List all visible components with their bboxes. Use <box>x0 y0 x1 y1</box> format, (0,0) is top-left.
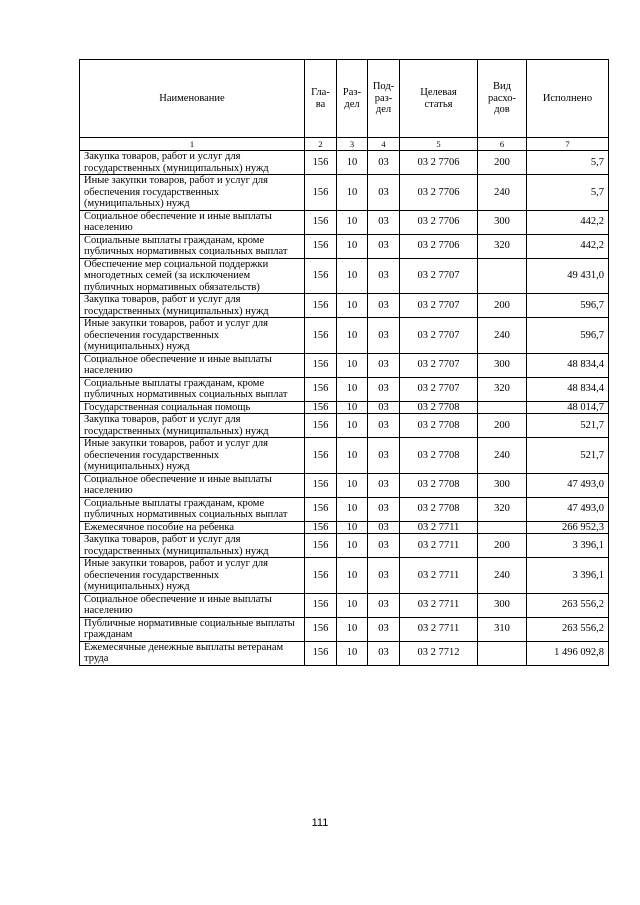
column-number: 7 <box>527 138 609 151</box>
row-glava-cell: 156 <box>305 401 337 414</box>
row-statya-cell: 03 2 7707 <box>400 294 478 318</box>
row-razdel-cell: 10 <box>337 294 368 318</box>
page-number: 111 <box>311 817 329 829</box>
row-podrazdel-cell: 03 <box>368 353 400 377</box>
table-row <box>80 534 609 558</box>
row-podrazdel-cell: 03 <box>368 497 400 521</box>
row-statya-cell: 03 2 7708 <box>400 473 478 497</box>
row-ispolneno-cell: 5,7 <box>527 151 609 175</box>
row-ispolneno-cell: 5,7 <box>527 175 609 211</box>
header-razdel: Раз- дел <box>337 60 368 138</box>
column-number: 6 <box>478 138 527 151</box>
table-row <box>80 151 609 175</box>
row-razdel-cell: 10 <box>337 258 368 294</box>
row-razdel-cell: 10 <box>337 318 368 354</box>
row-podrazdel-cell: 03 <box>368 617 400 641</box>
column-number: 5 <box>400 138 478 151</box>
row-name-cell: Иные закупки товаров, работ и услуг для обеспечения государственных (муниципальных) нужд <box>80 558 305 594</box>
row-razdel-cell: 10 <box>337 641 368 665</box>
row-name-cell: Закупка товаров, работ и услуг для государственных (муниципальных) нужд <box>80 294 305 318</box>
header-podrazdel: Под- раз- дел <box>368 60 400 138</box>
row-ispolneno-cell: 3 396,1 <box>527 534 609 558</box>
row-vid-cell: 320 <box>478 377 527 401</box>
row-ispolneno-cell: 521,7 <box>527 414 609 438</box>
row-podrazdel-cell: 03 <box>368 377 400 401</box>
row-vid-cell: 240 <box>478 558 527 594</box>
table-row <box>80 210 609 234</box>
row-glava-cell: 156 <box>305 210 337 234</box>
row-vid-cell: 240 <box>478 318 527 354</box>
row-glava-cell: 156 <box>305 641 337 665</box>
table-row <box>80 353 609 377</box>
row-podrazdel-cell: 03 <box>368 401 400 414</box>
row-glava-cell: 156 <box>305 234 337 258</box>
row-razdel-cell: 10 <box>337 353 368 377</box>
row-statya-cell: 03 2 7711 <box>400 521 478 534</box>
row-razdel-cell: 10 <box>337 521 368 534</box>
row-statya-cell: 03 2 7711 <box>400 558 478 594</box>
row-vid-cell: 300 <box>478 353 527 377</box>
row-name-cell: Ежемесячное пособие на ребенка <box>80 521 305 534</box>
row-vid-cell: 200 <box>478 414 527 438</box>
row-name-cell: Социальное обеспечение и иные выплаты населению <box>80 473 305 497</box>
row-statya-cell: 03 2 7711 <box>400 534 478 558</box>
row-vid-cell: 310 <box>478 617 527 641</box>
row-glava-cell: 156 <box>305 438 337 474</box>
row-glava-cell: 156 <box>305 593 337 617</box>
row-glava-cell: 156 <box>305 377 337 401</box>
column-number: 2 <box>305 138 337 151</box>
row-razdel-cell: 10 <box>337 438 368 474</box>
row-name-cell: Социальное обеспечение и иные выплаты населению <box>80 593 305 617</box>
row-glava-cell: 156 <box>305 414 337 438</box>
row-podrazdel-cell: 03 <box>368 234 400 258</box>
table-row <box>80 175 609 211</box>
row-podrazdel-cell: 03 <box>368 318 400 354</box>
row-vid-cell <box>478 258 527 294</box>
row-vid-cell: 320 <box>478 234 527 258</box>
table-row <box>80 641 609 665</box>
column-number-row <box>80 138 609 151</box>
row-name-cell: Обеспечение мер социальной поддержки многодетных семей (за исключением публичных нормативных обязательств) <box>80 258 305 294</box>
table-row <box>80 401 609 414</box>
table-row <box>80 258 609 294</box>
row-podrazdel-cell: 03 <box>368 414 400 438</box>
table-row <box>80 617 609 641</box>
row-name-cell: Социальные выплаты гражданам, кроме публичных нормативных социальных выплат <box>80 234 305 258</box>
row-razdel-cell: 10 <box>337 558 368 594</box>
row-name-cell: Публичные нормативные социальные выплаты гражданам <box>80 617 305 641</box>
row-glava-cell: 156 <box>305 521 337 534</box>
header-vid: Вид расхо- дов <box>478 60 527 138</box>
row-name-cell: Социальные выплаты гражданам, кроме публичных нормативных социальных выплат <box>80 377 305 401</box>
row-podrazdel-cell: 03 <box>368 210 400 234</box>
row-ispolneno-cell: 48 834,4 <box>527 353 609 377</box>
row-razdel-cell: 10 <box>337 234 368 258</box>
row-statya-cell: 03 2 7707 <box>400 318 478 354</box>
row-name-cell: Социальное обеспечение и иные выплаты населению <box>80 353 305 377</box>
row-ispolneno-cell: 266 952,3 <box>527 521 609 534</box>
row-glava-cell: 156 <box>305 497 337 521</box>
row-name-cell: Социальные выплаты гражданам, кроме публичных нормативных социальных выплат <box>80 497 305 521</box>
row-name-cell: Закупка товаров, работ и услуг для государственных (муниципальных) нужд <box>80 151 305 175</box>
table-row <box>80 414 609 438</box>
table-body <box>80 151 609 666</box>
column-number: 4 <box>368 138 400 151</box>
row-ispolneno-cell: 442,2 <box>527 210 609 234</box>
row-ispolneno-cell: 596,7 <box>527 318 609 354</box>
table-row <box>80 438 609 474</box>
row-podrazdel-cell: 03 <box>368 258 400 294</box>
row-glava-cell: 156 <box>305 151 337 175</box>
row-razdel-cell: 10 <box>337 175 368 211</box>
table-row <box>80 521 609 534</box>
header-ispolneno: Исполнено <box>527 60 609 138</box>
table-row <box>80 318 609 354</box>
row-razdel-cell: 10 <box>337 534 368 558</box>
row-glava-cell: 156 <box>305 294 337 318</box>
row-statya-cell: 03 2 7706 <box>400 175 478 211</box>
row-razdel-cell: 10 <box>337 377 368 401</box>
row-statya-cell: 03 2 7708 <box>400 438 478 474</box>
row-name-cell: Иные закупки товаров, работ и услуг для обеспечения государственных (муниципальных) нужд <box>80 318 305 354</box>
table-row <box>80 558 609 594</box>
row-statya-cell: 03 2 7707 <box>400 353 478 377</box>
row-statya-cell: 03 2 7708 <box>400 497 478 521</box>
row-name-cell: Государственная социальная помощь <box>80 401 305 414</box>
row-glava-cell: 156 <box>305 473 337 497</box>
row-ispolneno-cell: 48 834,4 <box>527 377 609 401</box>
row-podrazdel-cell: 03 <box>368 593 400 617</box>
table-row <box>80 497 609 521</box>
row-ispolneno-cell: 442,2 <box>527 234 609 258</box>
row-razdel-cell: 10 <box>337 414 368 438</box>
row-vid-cell: 300 <box>478 593 527 617</box>
row-vid-cell <box>478 401 527 414</box>
table-header-row <box>80 60 609 138</box>
row-razdel-cell: 10 <box>337 497 368 521</box>
row-ispolneno-cell: 47 493,0 <box>527 497 609 521</box>
row-podrazdel-cell: 03 <box>368 294 400 318</box>
row-name-cell: Закупка товаров, работ и услуг для государственных (муниципальных) нужд <box>80 534 305 558</box>
row-podrazdel-cell: 03 <box>368 534 400 558</box>
row-vid-cell <box>478 521 527 534</box>
row-statya-cell: 03 2 7706 <box>400 151 478 175</box>
row-podrazdel-cell: 03 <box>368 151 400 175</box>
budget-table <box>79 59 609 666</box>
table-row <box>80 593 609 617</box>
row-name-cell: Иные закупки товаров, работ и услуг для обеспечения государственных (муниципальных) нужд <box>80 175 305 211</box>
table-row <box>80 473 609 497</box>
row-name-cell: Социальное обеспечение и иные выплаты населению <box>80 210 305 234</box>
row-glava-cell: 156 <box>305 175 337 211</box>
row-ispolneno-cell: 48 014,7 <box>527 401 609 414</box>
row-razdel-cell: 10 <box>337 401 368 414</box>
header-glava: Гла- ва <box>305 60 337 138</box>
row-glava-cell: 156 <box>305 258 337 294</box>
row-name-cell: Закупка товаров, работ и услуг для государственных (муниципальных) нужд <box>80 414 305 438</box>
row-ispolneno-cell: 3 396,1 <box>527 558 609 594</box>
row-glava-cell: 156 <box>305 534 337 558</box>
table-row <box>80 294 609 318</box>
row-statya-cell: 03 2 7707 <box>400 377 478 401</box>
row-statya-cell: 03 2 7708 <box>400 414 478 438</box>
row-glava-cell: 156 <box>305 318 337 354</box>
row-razdel-cell: 10 <box>337 593 368 617</box>
row-statya-cell: 03 2 7706 <box>400 234 478 258</box>
row-vid-cell: 300 <box>478 210 527 234</box>
row-name-cell: Иные закупки товаров, работ и услуг для обеспечения государственных (муниципальных) нужд <box>80 438 305 474</box>
header-statya: Целевая статья <box>400 60 478 138</box>
row-ispolneno-cell: 263 556,2 <box>527 593 609 617</box>
row-podrazdel-cell: 03 <box>368 473 400 497</box>
row-vid-cell: 200 <box>478 534 527 558</box>
row-statya-cell: 03 2 7708 <box>400 401 478 414</box>
row-ispolneno-cell: 596,7 <box>527 294 609 318</box>
row-statya-cell: 03 2 7712 <box>400 641 478 665</box>
row-vid-cell: 240 <box>478 175 527 211</box>
row-podrazdel-cell: 03 <box>368 521 400 534</box>
row-podrazdel-cell: 03 <box>368 641 400 665</box>
column-number: 1 <box>80 138 305 151</box>
row-ispolneno-cell: 49 431,0 <box>527 258 609 294</box>
row-podrazdel-cell: 03 <box>368 558 400 594</box>
row-statya-cell: 03 2 7706 <box>400 210 478 234</box>
row-glava-cell: 156 <box>305 617 337 641</box>
row-statya-cell: 03 2 7711 <box>400 617 478 641</box>
row-podrazdel-cell: 03 <box>368 175 400 211</box>
header-name: Наименование <box>80 60 305 138</box>
row-vid-cell: 320 <box>478 497 527 521</box>
row-razdel-cell: 10 <box>337 617 368 641</box>
column-number: 3 <box>337 138 368 151</box>
row-ispolneno-cell: 1 496 092,8 <box>527 641 609 665</box>
row-glava-cell: 156 <box>305 558 337 594</box>
row-razdel-cell: 10 <box>337 473 368 497</box>
row-vid-cell: 300 <box>478 473 527 497</box>
row-podrazdel-cell: 03 <box>368 438 400 474</box>
row-ispolneno-cell: 263 556,2 <box>527 617 609 641</box>
row-vid-cell <box>478 641 527 665</box>
row-ispolneno-cell: 521,7 <box>527 438 609 474</box>
row-vid-cell: 200 <box>478 294 527 318</box>
table-row <box>80 377 609 401</box>
row-razdel-cell: 10 <box>337 210 368 234</box>
row-glava-cell: 156 <box>305 353 337 377</box>
row-razdel-cell: 10 <box>337 151 368 175</box>
row-name-cell: Ежемесячные денежные выплаты ветеранам труда <box>80 641 305 665</box>
row-vid-cell: 240 <box>478 438 527 474</box>
row-statya-cell: 03 2 7711 <box>400 593 478 617</box>
row-statya-cell: 03 2 7707 <box>400 258 478 294</box>
row-vid-cell: 200 <box>478 151 527 175</box>
row-ispolneno-cell: 47 493,0 <box>527 473 609 497</box>
table-row <box>80 234 609 258</box>
